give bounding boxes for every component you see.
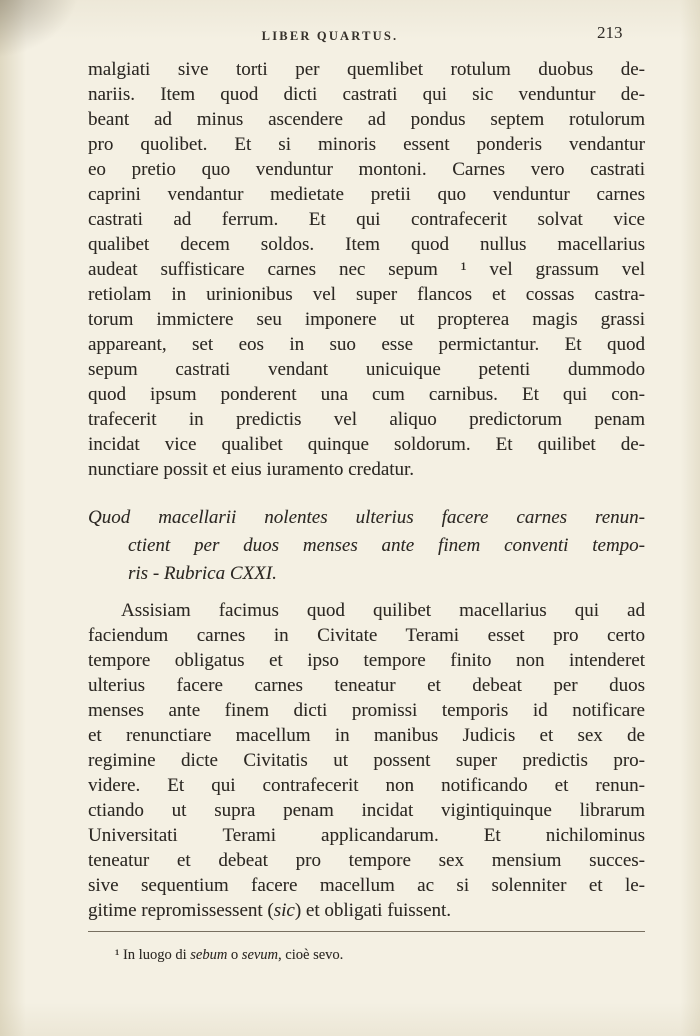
main-text (88, 57, 645, 923)
text-line: faciendum carnes in Civitate Terami esset pro certo (88, 625, 645, 646)
text-line: caprini vendantur medietate pretii quo venduntur carnes (88, 184, 645, 205)
text-line: Quod macellarii nolentes ulterius facere carnes renun- (88, 507, 645, 528)
text-line: torum immictere seu imponere ut propterea magis grassi (88, 309, 645, 330)
text-line: eo pretio quo venduntur montoni. Carnes vero castrati (88, 159, 645, 180)
page-number: 213 (597, 23, 623, 42)
text-line: audeat suffisticare carnes nec sepum ¹ vel grassum vel (88, 259, 645, 280)
text-line: ulterius facere carnes teneatur et debeat per duos (88, 675, 645, 696)
text-line: quod ipsum ponderent una cum carnibus. Et qui con- (88, 384, 645, 405)
text-line: appareant, set eos in suo esse permictantur. Et quod (88, 334, 645, 355)
text-line: retiolam in urinionibus vel super flancos et cossas castra- (88, 284, 645, 305)
text-line: gitime repromissessent (sic) et obligati fuissent. (88, 900, 452, 921)
text-line: castrati ad ferrum. Et qui contrafecerit solvat vice (88, 209, 645, 230)
running-header-title: LIBER QUARTUS. (261, 29, 399, 43)
paragraph (115, 945, 645, 965)
text-line: malgiati sive torti per quemlibet rotulum duobus de- (88, 59, 645, 80)
text-line: ¹ In luogo di sebum o sevum, cioè sevo. (115, 947, 344, 963)
text-line: nunctiare possit et eius iuramento credatur. (88, 459, 415, 480)
text-line: nariis. Item quod dicti castrati qui sic venduntur de- (88, 84, 645, 105)
text-line: tempore obligatus et ipso tempore finito non intenderet (88, 650, 645, 671)
text-line: Assisiam facimus quod quilibet macellarius qui ad (121, 600, 645, 621)
text-line: et renunctiare macellum in manibus Judicis et sex de (88, 725, 645, 746)
rubric-heading (88, 504, 645, 588)
footnote-separator-rule (88, 931, 645, 932)
text-line: teneatur et debeat pro tempore sex mensium succes- (88, 850, 645, 871)
text-line: sepum castrati vendant unicuique petenti dummodo (88, 359, 645, 380)
text-line: trafecerit in predictis vel aliquo predictorum penam (88, 409, 645, 430)
text-line: ctiando ut supra penam incidat vigintiquinque librarum (88, 800, 645, 821)
text-line: pro quolibet. Et si minoris essent ponderis vendantur (88, 134, 645, 155)
text-line: ctient per duos menses ante finem conventi tempo- (128, 535, 645, 556)
text-line: incidat vice qualibet quinque soldorum. Et quilibet de- (88, 434, 645, 455)
text-line: regimine dicte Civitatis ut possent super predictis pro- (88, 750, 645, 771)
page-text-column (88, 57, 645, 965)
footnote (88, 945, 645, 965)
text-line: ris - Rubrica CXXI. (128, 563, 277, 584)
text-line: menses ante finem dicti promissi temporis id notificare (88, 700, 645, 721)
text-line: videre. Et qui contrafecerit non notificando et renun- (88, 775, 645, 796)
text-line: Universitati Terami applicandarum. Et nichilominus (88, 825, 645, 846)
paragraph (88, 598, 645, 923)
paragraph (88, 57, 645, 482)
text-line: qualibet decem soldos. Item quod nullus macellarius (88, 234, 645, 255)
text-line: sive sequentium facere macellum ac si solenniter et le- (88, 875, 645, 896)
text-line: beant ad minus ascendere ad pondus septem rotulorum (88, 109, 645, 130)
